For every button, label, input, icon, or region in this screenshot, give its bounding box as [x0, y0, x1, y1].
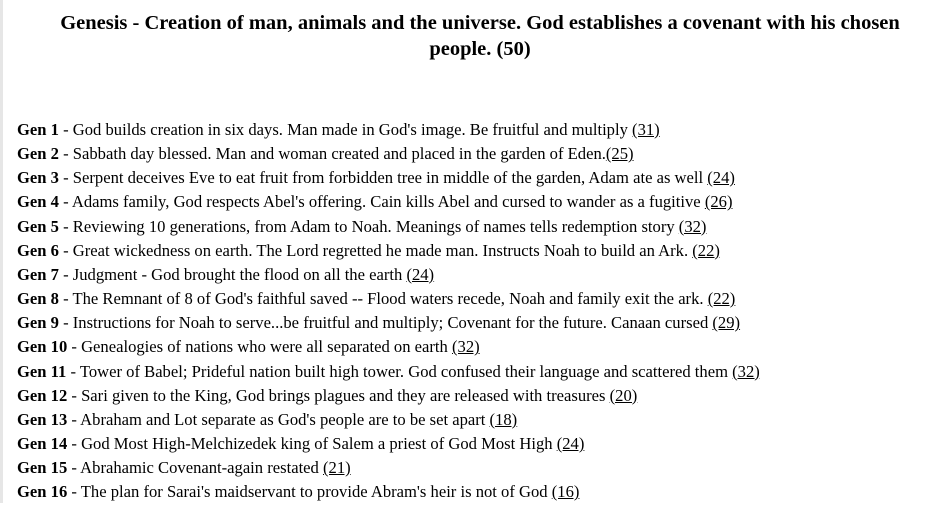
chapter-row [17, 384, 760, 408]
chapter-ref: Gen 8 [17, 289, 59, 309]
chapter-row [17, 287, 760, 311]
chapter-ref: Gen 15 [17, 458, 68, 478]
chapter-list [17, 118, 760, 505]
chapter-separator: - [67, 409, 81, 429]
verse-count-link[interactable]: (32) [678, 216, 707, 236]
chapter-ref: Gen 12 [17, 385, 68, 405]
chapter-summary: Tower of Babel; Prideful nation built high tower. God confused their language and scattered them [79, 361, 733, 381]
verse-count-link[interactable]: (26) [704, 192, 733, 212]
chapter-row [17, 480, 760, 504]
chapter-separator: - [58, 168, 73, 188]
chapter-separator: - [58, 313, 73, 333]
chapter-row [17, 335, 760, 359]
chapter-separator: - [67, 482, 81, 502]
chapter-separator: - [67, 385, 82, 405]
verse-count-link[interactable]: (29) [712, 313, 741, 333]
verse-count-link[interactable]: (16) [551, 482, 580, 502]
chapter-summary: Genealogies of nations who were all separated on earth [81, 337, 452, 357]
chapter-ref: Gen 9 [17, 313, 59, 333]
chapter-separator: - [58, 120, 73, 139]
chapter-ref: Gen 5 [17, 216, 59, 236]
chapter-row [17, 456, 760, 480]
chapter-ref: Gen 6 [17, 240, 59, 260]
chapter-separator: - [58, 240, 73, 260]
chapter-separator: - [58, 289, 73, 309]
chapter-summary: Sabbath day blessed. Man and woman created and placed in the garden of Eden. [72, 144, 606, 164]
chapter-summary: The plan for Sarai's maidservant to provide Abram's heir is not of God [80, 482, 552, 502]
chapter-row [17, 142, 760, 166]
chapter-summary: Abraham and Lot separate as God's people are to be set apart [80, 409, 490, 429]
page-left-edge [0, 0, 3, 503]
page-title: Genesis - Creation of man, animals and the universe. God establishes a covenant with his chosen people. (50) [60, 12, 900, 60]
chapter-row [17, 166, 760, 190]
chapter-summary: God builds creation in six days. Man made in God's image. Be fruitful and multiply [72, 120, 633, 139]
chapter-ref: Gen 4 [17, 192, 59, 212]
chapter-summary: Reviewing 10 generations, from Adam to Noah. Meanings of names tells redemption story [72, 216, 679, 236]
chapter-row [17, 311, 760, 335]
chapter-separator: - [58, 264, 73, 284]
chapter-ref: Gen 14 [17, 434, 68, 454]
chapter-summary: Instructions for Noah to serve...be fruitful and multiply; Covenant for the future. Canaan cursed [72, 313, 713, 333]
verse-count-link[interactable]: (31) [632, 120, 660, 139]
verse-count-link[interactable]: (24) [406, 264, 435, 284]
chapter-summary: Judgment - God brought the flood on all the earth [72, 264, 407, 284]
chapter-row [17, 118, 760, 142]
chapter-summary: The Remnant of 8 of God's faithful saved -- Flood waters recede, Noah and family exit the ark. [72, 289, 708, 309]
verse-count-link[interactable]: (22) [692, 240, 720, 260]
verse-count-link[interactable]: (25) [605, 144, 634, 164]
chapter-ref: Gen 1 [17, 120, 59, 139]
chapter-summary: Abrahamic Covenant-again restated [80, 458, 323, 478]
verse-count-link[interactable]: (32) [732, 361, 760, 381]
verse-count-link[interactable]: (21) [323, 458, 351, 478]
chapter-summary: Adams family, God respects Abel's offering. Cain kills Abel and cursed to wander as a fugitive [71, 192, 705, 212]
chapter-separator: - [66, 361, 80, 381]
chapter-row [17, 190, 760, 214]
chapter-summary: God Most High-Melchizedek king of Salem a priest of God Most High [81, 434, 557, 454]
verse-count-link[interactable]: (20) [609, 385, 638, 405]
chapter-summary: Great wickedness on earth. The Lord regretted he made man. Instructs Noah to build an Ark. [72, 240, 693, 260]
verse-count-link[interactable]: (32) [452, 337, 480, 357]
verse-count-link[interactable]: (24) [556, 434, 585, 454]
verse-count-link[interactable]: (24) [707, 168, 735, 188]
chapter-ref: Gen 13 [17, 409, 68, 429]
chapter-row [17, 432, 760, 456]
chapter-separator: - [67, 458, 81, 478]
chapter-row [17, 263, 760, 287]
chapter-ref: Gen 3 [17, 168, 59, 188]
chapter-ref: Gen 2 [17, 144, 59, 164]
chapter-summary: Sari given to the King, God brings plagues and they are released with treasures [81, 385, 610, 405]
chapter-ref: Gen 7 [17, 264, 59, 284]
chapter-row [17, 408, 760, 432]
chapter-row [17, 360, 760, 384]
chapter-row [17, 215, 760, 239]
chapter-ref: Gen 10 [17, 337, 68, 357]
verse-count-link[interactable]: (18) [489, 409, 518, 429]
chapter-separator: - [58, 216, 73, 236]
chapter-separator: - [67, 434, 82, 454]
chapter-separator: - [67, 337, 82, 357]
chapter-separator: - [58, 144, 73, 164]
chapter-summary: Serpent deceives Eve to eat fruit from forbidden tree in middle of the garden, Adam ate as well [72, 168, 708, 188]
chapter-separator: - [58, 192, 72, 212]
verse-count-link[interactable]: (22) [707, 289, 736, 309]
chapter-row [17, 239, 760, 263]
chapter-ref: Gen 16 [17, 482, 68, 502]
chapter-ref: Gen 11 [17, 361, 67, 381]
